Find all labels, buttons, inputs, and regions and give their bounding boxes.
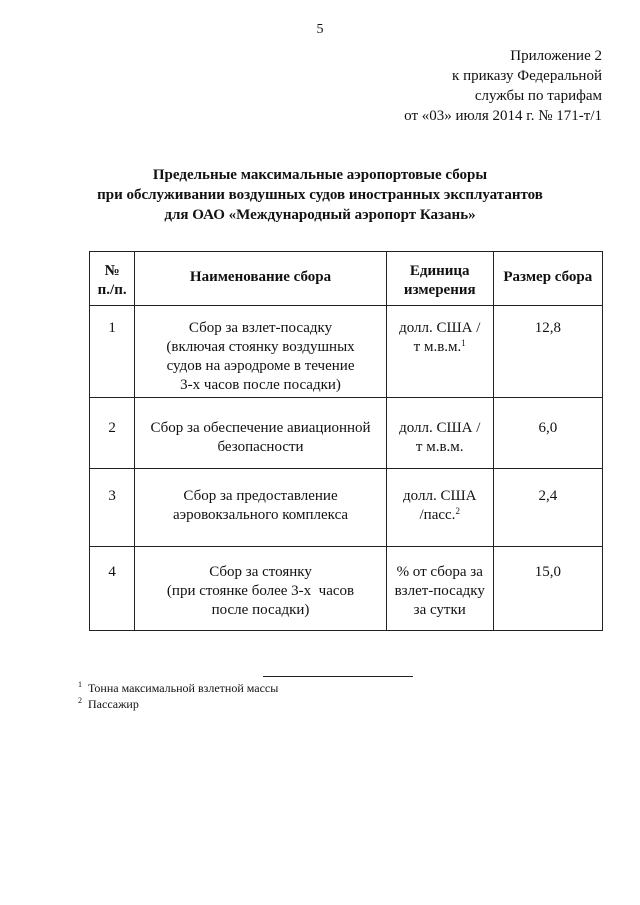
row-unit-line: долл. США / <box>399 420 481 436</box>
table-row <box>90 469 603 547</box>
footnote <box>78 696 278 712</box>
row-size: 6,0 <box>493 398 602 469</box>
table-row <box>90 547 603 631</box>
title-line: при обслуживании воздушных судов иностранных эксплуатантов <box>97 187 543 203</box>
row-name-line: (при стоянке более 3-х часов <box>166 583 355 599</box>
row-number: 3 <box>90 469 135 547</box>
row-unit <box>386 547 493 631</box>
row-name-line: (включая стоянку воздушных <box>166 339 355 355</box>
row-name-line: безопасности <box>217 439 304 455</box>
row-size: 12,8 <box>493 306 602 398</box>
row-unit-text: /пасс. <box>419 507 456 523</box>
row-name-line: Сбор за стоянку <box>209 564 312 580</box>
header-number-line: п./п. <box>97 282 127 298</box>
footnote-mark: 1 <box>461 338 466 348</box>
row-name-line: 3-х часов после посадки) <box>180 377 341 393</box>
appendix-line: от «03» июля 2014 г. № 171-т/1 <box>404 108 602 124</box>
row-unit-line: т м.в.м. <box>415 439 464 455</box>
row-unit-line: за сутки <box>413 602 466 618</box>
footnote-text: Пассажир <box>88 697 139 711</box>
footnote-mark: 2 <box>78 696 82 705</box>
row-name-line: после посадки) <box>211 602 310 618</box>
appendix-line: к приказу Федеральной <box>452 68 602 84</box>
row-number: 4 <box>90 547 135 631</box>
row-number: 2 <box>90 398 135 469</box>
row-size: 2,4 <box>493 469 602 547</box>
row-name <box>135 398 387 469</box>
row-unit <box>386 469 493 547</box>
appendix-line: службы по тарифам <box>474 88 602 104</box>
title-line: для ОАО «Международный аэропорт Казань» <box>164 207 476 223</box>
appendix-line: Приложение 2 <box>510 48 602 64</box>
footnote-text: Тонна максимальной взлетной массы <box>88 681 279 695</box>
header-unit <box>386 252 493 306</box>
header-number <box>90 252 135 306</box>
title-line: Предельные максимальные аэропортовые сборы <box>152 167 488 183</box>
page-number: 5 <box>316 22 324 37</box>
document-title <box>0 165 640 225</box>
row-size: 15,0 <box>493 547 602 631</box>
row-unit-line: долл. США / <box>399 320 481 336</box>
row-name-line: Сбор за обеспечение авиационной <box>150 420 371 436</box>
row-name-line: Сбор за предоставление <box>183 488 338 504</box>
row-name <box>135 469 387 547</box>
row-unit <box>386 306 493 398</box>
footnotes <box>78 680 278 712</box>
row-unit <box>386 398 493 469</box>
footnote <box>78 680 278 696</box>
table-row <box>90 306 603 398</box>
header-name: Наименование сбора <box>135 252 387 306</box>
footnote-mark: 1 <box>78 680 82 689</box>
appendix-block <box>404 46 602 126</box>
header-number-line: № <box>104 263 120 279</box>
row-unit-line: взлет-посадку <box>394 583 485 599</box>
row-name <box>135 306 387 398</box>
row-unit-line: % от сбора за <box>396 564 483 580</box>
row-unit-line: долл. США <box>403 488 477 504</box>
row-unit-line <box>393 506 487 525</box>
row-unit-text: т м.в.м. <box>413 339 462 355</box>
row-name-line: судов на аэродроме в течение <box>166 358 355 374</box>
row-name-line: аэровокзального комплекса <box>172 507 349 523</box>
header-size: Размер сбора <box>493 252 602 306</box>
table-row <box>90 398 603 469</box>
footnote-divider <box>263 676 413 677</box>
table-header-row <box>90 252 603 306</box>
row-number: 1 <box>90 306 135 398</box>
header-unit-line: измерения <box>403 282 476 298</box>
row-unit-line <box>393 338 487 357</box>
header-unit-line: Единица <box>409 263 470 279</box>
fees-table <box>89 251 603 631</box>
footnote-mark: 2 <box>455 506 460 516</box>
row-name <box>135 547 387 631</box>
row-name-line: Сбор за взлет-посадку <box>188 320 333 336</box>
